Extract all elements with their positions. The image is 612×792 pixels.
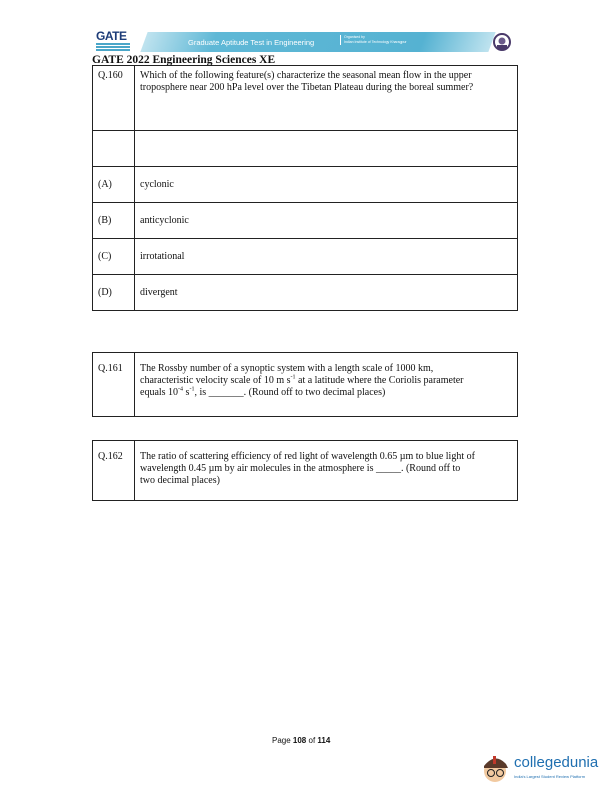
question-162: [92, 440, 518, 501]
gate-logo: GATE: [96, 30, 134, 54]
option-b: anticyclonic: [135, 203, 518, 239]
collegedunia-logo: collegedunia India's Largest Student Review Platform: [478, 752, 608, 788]
question-text: Which of the following feature(s) characterize the seasonal mean flow in the upper troposphere near 200 hPa level over the Tibetan Plateau during the boreal summer?: [135, 66, 518, 131]
question-number: Q.160: [93, 66, 135, 131]
option-label: (C): [93, 239, 135, 275]
question-text: The ratio of scattering efficiency of red light of wavelength 0.65 µm to blue light of wavelength 0.45 µm by air molecules in the atmosphere is _____. (Round off to two decimal places): [135, 441, 518, 501]
option-d: divergent: [135, 275, 518, 311]
iit-emblem-icon: [492, 32, 512, 52]
subject-title: GATE 2022 Engineering Sciences XE: [92, 54, 276, 66]
banner-title: Graduate Aptitude Test in Engineering: [188, 38, 315, 47]
question-number: Q.162: [93, 441, 135, 501]
question-text: The Rossby number of a synoptic system with a length scale of 1000 km, characteristic velocity scale of 10 m $s^{-1}$ at a latitude where the Coriolis parameter equals $10^{-4}$ $s^{-1}$, is _______. (Round off to two decimal places): [135, 353, 518, 417]
mascot-icon: [478, 752, 512, 788]
question-number: Q.161: [93, 353, 135, 417]
option-a: cyclonic: [135, 167, 518, 203]
question-160: [92, 65, 518, 311]
organizer: Organised by Indian Institute of Technology Kharagpur: [340, 35, 407, 45]
option-label: (D): [93, 275, 135, 311]
page-number: Page 108 of 114: [272, 736, 331, 745]
question-161: [92, 352, 518, 417]
option-c: irrotational: [135, 239, 518, 275]
gate-header: [96, 30, 516, 56]
option-label: (B): [93, 203, 135, 239]
option-label: (A): [93, 167, 135, 203]
